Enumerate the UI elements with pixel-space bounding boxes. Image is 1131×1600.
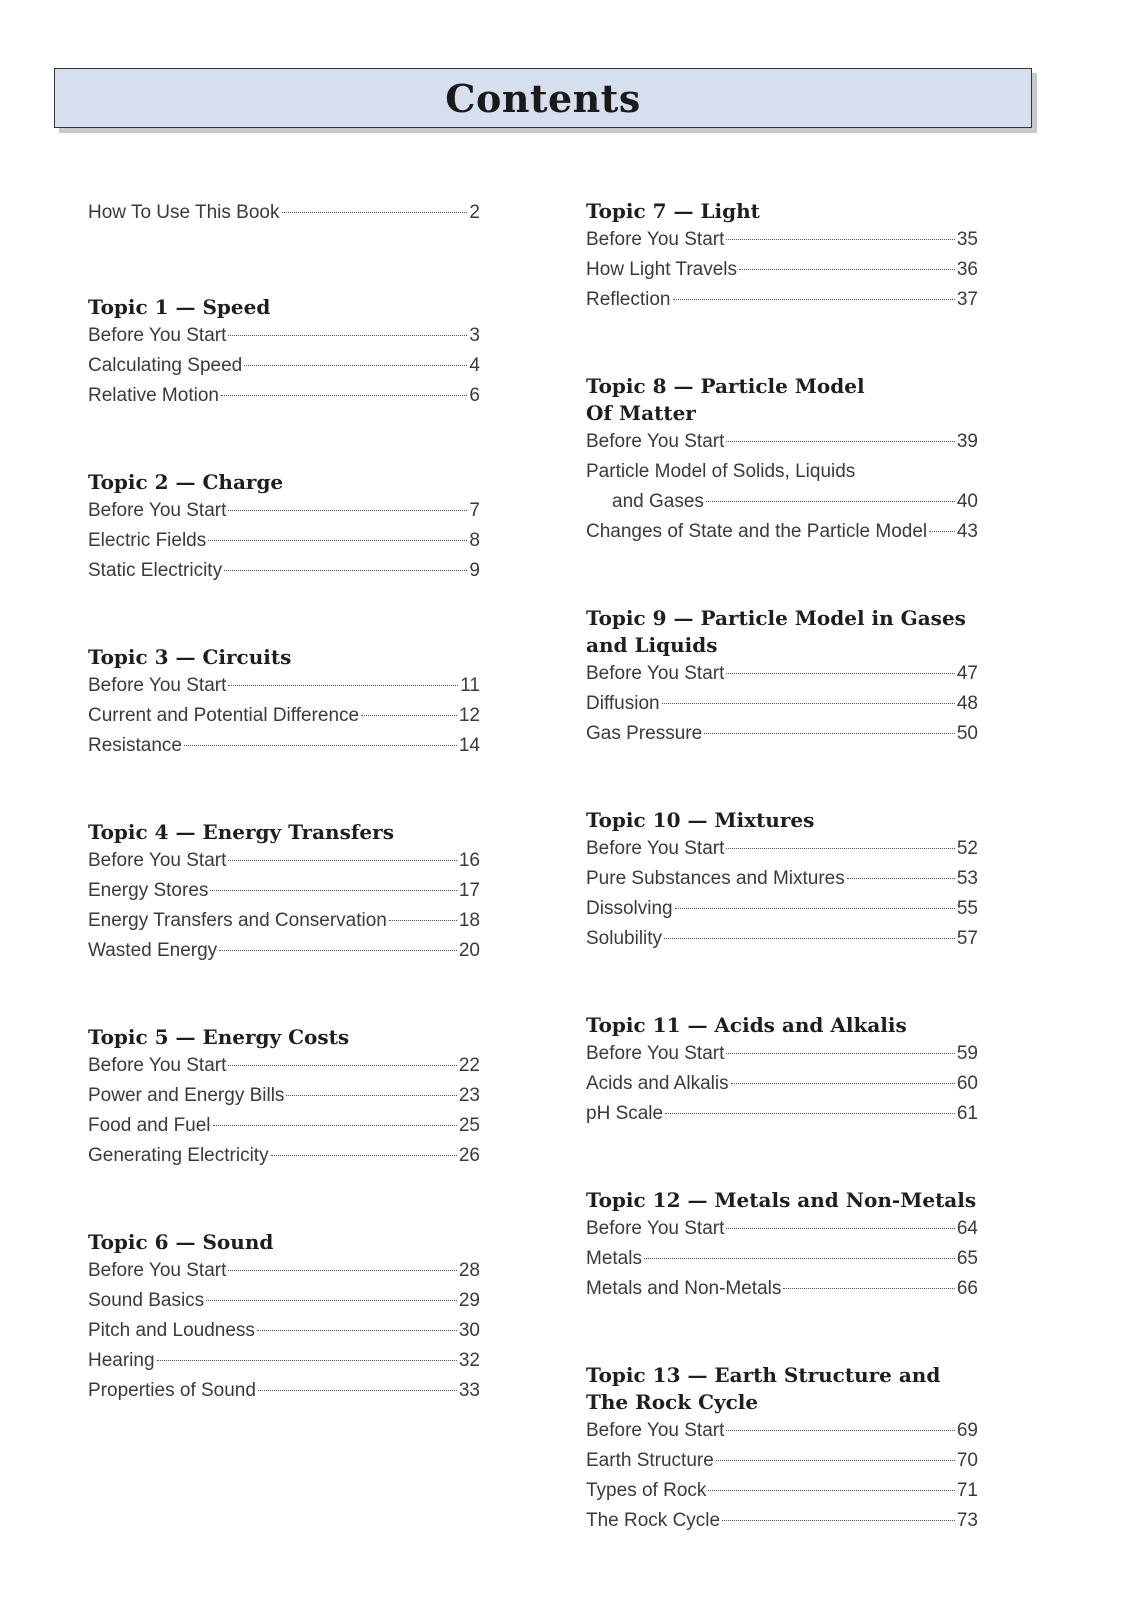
- entry-label: Energy Transfers and Conservation: [88, 910, 387, 931]
- leader-dots: [847, 878, 955, 879]
- entry-label: Electric Fields: [88, 530, 207, 551]
- leader-dots: [644, 1258, 955, 1259]
- entry-page: 4: [469, 355, 480, 376]
- topic-section: [88, 1024, 480, 1171]
- entry-page: 47: [956, 663, 978, 684]
- entry-label: Static Electricity: [88, 560, 223, 581]
- toc-entry[interactable]: [88, 701, 480, 731]
- entry-label: Before You Start: [88, 1055, 227, 1076]
- toc-entry[interactable]: [586, 1274, 978, 1304]
- toc-entry[interactable]: [88, 906, 480, 936]
- leader-dots: [221, 395, 467, 396]
- topic-section: [586, 605, 978, 749]
- page-title: Contents: [445, 75, 641, 121]
- toc-entry[interactable]: [88, 1051, 480, 1081]
- topic-heading: Topic 10 — Mixtures: [586, 808, 815, 832]
- toc-entry[interactable]: [88, 1141, 480, 1171]
- entry-page: 9: [469, 560, 480, 581]
- leader-dots: [257, 1330, 457, 1331]
- topic-section: [586, 807, 978, 954]
- entry-label: Wasted Energy: [88, 940, 218, 961]
- entry-page: 60: [956, 1073, 978, 1094]
- leader-dots: [228, 335, 467, 336]
- entry-page: 73: [956, 1510, 978, 1531]
- leader-dots: [228, 510, 467, 511]
- right-column: [586, 198, 978, 1594]
- toc-entry[interactable]: [586, 1214, 978, 1244]
- entry-page: 14: [458, 735, 480, 756]
- leader-dots: [271, 1155, 457, 1156]
- toc-entry[interactable]: [586, 1244, 978, 1274]
- entry-label: Diffusion: [586, 693, 660, 714]
- entry-page: 59: [956, 1043, 978, 1064]
- entry-page: 3: [469, 325, 480, 346]
- toc-entry[interactable]: [586, 659, 978, 689]
- leader-dots: [282, 212, 468, 213]
- toc-entry[interactable]: [586, 255, 978, 285]
- leader-dots: [206, 1300, 457, 1301]
- toc-entry[interactable]: [586, 1069, 978, 1099]
- leader-dots: [244, 365, 467, 366]
- leader-dots: [726, 848, 954, 849]
- entry-label-continued: and Gases: [612, 491, 704, 512]
- entry-page: 35: [956, 229, 978, 250]
- entry-label: Pure Substances and Mixtures: [586, 868, 845, 889]
- entry-label: Properties of Sound: [88, 1380, 256, 1401]
- leader-dots: [184, 745, 457, 746]
- leader-dots: [664, 938, 955, 939]
- topic-section: [88, 644, 480, 761]
- toc-entry[interactable]: [88, 1376, 480, 1406]
- topic-heading-continued: Of Matter: [586, 401, 696, 425]
- entry-page: 6: [469, 385, 480, 406]
- entry-label: Reflection: [586, 289, 671, 310]
- leader-dots: [213, 1125, 457, 1126]
- entry-page: 17: [458, 880, 480, 901]
- topic-section: [586, 373, 978, 547]
- entry-label: Before You Start: [586, 1218, 725, 1239]
- entry-page: 50: [956, 723, 978, 744]
- entry-label: Before You Start: [586, 229, 725, 250]
- entry-label: Before You Start: [88, 325, 227, 346]
- topic-heading: Topic 7 — Light: [586, 199, 760, 223]
- entry-page: 26: [458, 1145, 480, 1166]
- toc-entry[interactable]: [586, 834, 978, 864]
- topic-heading: Topic 9 — Particle Model in Gases: [586, 606, 966, 630]
- entry-label: Before You Start: [88, 1260, 227, 1281]
- entry-page: 18: [458, 910, 480, 931]
- entry-label: Types of Rock: [586, 1480, 707, 1501]
- entry-page: 7: [469, 500, 480, 521]
- leader-dots: [210, 890, 456, 891]
- entry-page: 29: [458, 1290, 480, 1311]
- entry-label: The Rock Cycle: [586, 1510, 721, 1531]
- topic-heading-continued: and Liquids: [586, 633, 718, 657]
- topic-heading: Topic 11 — Acids and Alkalis: [586, 1013, 907, 1037]
- entry-page: 33: [458, 1380, 480, 1401]
- toc-entry[interactable]: [88, 846, 480, 876]
- toc-entry[interactable]: [586, 894, 978, 924]
- toc-entry[interactable]: [88, 1346, 480, 1376]
- leader-dots: [228, 860, 456, 861]
- topic-heading: Topic 12 — Metals and Non-Metals: [586, 1188, 977, 1212]
- toc-entry[interactable]: [88, 1111, 480, 1141]
- entry-label: Solubility: [586, 928, 663, 949]
- leader-dots: [208, 540, 467, 541]
- toc-entry[interactable]: [586, 1476, 978, 1506]
- leader-dots: [726, 1053, 954, 1054]
- leader-dots: [731, 1083, 955, 1084]
- entry-label: Before You Start: [586, 431, 725, 452]
- entry-label: Gas Pressure: [586, 723, 703, 744]
- entry-page: 55: [956, 898, 978, 919]
- entry-label: Hearing: [88, 1350, 155, 1371]
- entry-label: Before You Start: [88, 675, 227, 696]
- toc-entry[interactable]: [88, 1256, 480, 1286]
- topic-heading: Topic 3 — Circuits: [88, 645, 292, 669]
- toc-entry[interactable]: [586, 719, 978, 749]
- entry-label: Pitch and Loudness: [88, 1320, 255, 1341]
- entry-label: Energy Stores: [88, 880, 209, 901]
- entry-page: 30: [458, 1320, 480, 1341]
- entry-page: 66: [956, 1278, 978, 1299]
- entry-label: Resistance: [88, 735, 182, 756]
- toc-entry[interactable]: [88, 381, 480, 411]
- entry-page: 16: [458, 850, 480, 871]
- leader-dots: [219, 950, 457, 951]
- topic-section: [586, 1012, 978, 1129]
- entry-page: 11: [460, 675, 480, 696]
- toc-entry[interactable]: [586, 1099, 978, 1129]
- leader-dots: [726, 673, 954, 674]
- entry-page: 65: [956, 1248, 978, 1269]
- leader-dots: [662, 703, 955, 704]
- toc-entry[interactable]: [88, 351, 480, 381]
- topic-heading: Topic 8 — Particle Model: [586, 374, 865, 398]
- entry-page: 37: [956, 289, 978, 310]
- entry-label: Current and Potential Difference: [88, 705, 360, 726]
- entry-page: 32: [458, 1350, 480, 1371]
- toc-entry[interactable]: [586, 924, 978, 954]
- contents-title-banner: [54, 68, 1032, 128]
- leader-dots: [739, 269, 955, 270]
- leader-dots: [228, 1270, 456, 1271]
- toc-entry[interactable]: [88, 936, 480, 966]
- entry-label: Particle Model of Solids, Liquids: [586, 461, 856, 482]
- entry-page: 64: [956, 1218, 978, 1239]
- topic-heading: Topic 13 — Earth Structure and: [586, 1363, 941, 1387]
- entry-page: 61: [956, 1103, 978, 1124]
- topic-heading: Topic 6 — Sound: [88, 1230, 274, 1254]
- entry-page: 23: [458, 1085, 480, 1106]
- entry-page: 22: [458, 1055, 480, 1076]
- entry-page: 25: [458, 1115, 480, 1136]
- entry-label: Calculating Speed: [88, 355, 243, 376]
- entry-label: Before You Start: [586, 838, 725, 859]
- entry-page: 43: [956, 521, 978, 542]
- entry-label: Metals and Non-Metals: [586, 1278, 782, 1299]
- toc-entry[interactable]: [88, 731, 480, 761]
- leader-dots: [665, 1113, 955, 1114]
- toc-entry-continued[interactable]: [586, 487, 978, 517]
- leader-dots: [228, 1065, 456, 1066]
- topic-section: [88, 1229, 480, 1406]
- leader-dots: [726, 1228, 954, 1229]
- topic-heading: Topic 1 — Speed: [88, 295, 271, 319]
- topic-section: [88, 819, 480, 966]
- topic-heading-continued: The Rock Cycle: [586, 1390, 759, 1414]
- toc-entry[interactable]: [586, 1039, 978, 1069]
- topic-heading: Topic 2 — Charge: [88, 470, 284, 494]
- intro-section: [88, 198, 480, 228]
- leader-dots: [929, 531, 955, 532]
- toc-entry[interactable]: [88, 321, 480, 351]
- entry-page: 70: [956, 1450, 978, 1471]
- left-column: [88, 198, 480, 1464]
- leader-dots: [286, 1095, 456, 1096]
- leader-dots: [726, 1430, 954, 1431]
- toc-entry[interactable]: [586, 457, 978, 487]
- entry-page: 36: [956, 259, 978, 280]
- entry-label: pH Scale: [586, 1103, 664, 1124]
- leader-dots: [228, 685, 458, 686]
- toc-entry-how-to-use[interactable]: [88, 198, 480, 228]
- entry-label: Before You Start: [586, 1043, 725, 1064]
- leader-dots: [722, 1520, 955, 1521]
- toc-entry[interactable]: [586, 517, 978, 547]
- leader-dots: [726, 441, 954, 442]
- toc-entry[interactable]: [586, 1446, 978, 1476]
- toc-entry[interactable]: [586, 427, 978, 457]
- leader-dots: [389, 920, 457, 921]
- entry-page: 2: [469, 202, 480, 223]
- entry-page: 48: [956, 693, 978, 714]
- topic-section: [586, 198, 978, 315]
- topic-heading: Topic 5 — Energy Costs: [88, 1025, 350, 1049]
- toc-entry[interactable]: [88, 1081, 480, 1111]
- entry-page: 28: [458, 1260, 480, 1281]
- leader-dots: [361, 715, 457, 716]
- entry-label: Before You Start: [586, 1420, 725, 1441]
- topic-section: [88, 469, 480, 586]
- toc-entry[interactable]: [586, 285, 978, 315]
- entry-page: 52: [956, 838, 978, 859]
- toc-entry[interactable]: [88, 671, 480, 701]
- topic-heading: Topic 4 — Energy Transfers: [88, 820, 394, 844]
- entry-page: 12: [458, 705, 480, 726]
- entry-page: 40: [956, 491, 978, 512]
- toc-entry[interactable]: [88, 496, 480, 526]
- toc-entry[interactable]: [586, 864, 978, 894]
- entry-page: 53: [956, 868, 978, 889]
- leader-dots: [673, 299, 955, 300]
- entry-page: 8: [469, 530, 480, 551]
- leader-dots: [706, 501, 955, 502]
- entry-label: Acids and Alkalis: [586, 1073, 729, 1094]
- entry-label: Power and Energy Bills: [88, 1085, 285, 1106]
- entry-page: 20: [458, 940, 480, 961]
- left-topic-list: [88, 294, 480, 1406]
- toc-entry[interactable]: [88, 556, 480, 586]
- entry-label: Metals: [586, 1248, 642, 1269]
- leader-dots: [258, 1390, 457, 1391]
- leader-dots: [675, 908, 955, 909]
- entry-label: How To Use This Book: [88, 202, 280, 223]
- entry-label: Sound Basics: [88, 1290, 205, 1311]
- entry-page: 71: [956, 1480, 978, 1501]
- leader-dots: [157, 1360, 457, 1361]
- toc-entry[interactable]: [88, 1286, 480, 1316]
- leader-dots: [716, 1460, 955, 1461]
- entry-page: 57: [956, 928, 978, 949]
- toc-entry[interactable]: [586, 225, 978, 255]
- entry-label: Before You Start: [88, 850, 227, 871]
- entry-label: Generating Electricity: [88, 1145, 269, 1166]
- leader-dots: [708, 1490, 954, 1491]
- entry-label: Earth Structure: [586, 1450, 714, 1471]
- toc-entry[interactable]: [88, 526, 480, 556]
- entry-label: Dissolving: [586, 898, 673, 919]
- leader-dots: [704, 733, 955, 734]
- toc-entry[interactable]: [586, 1506, 978, 1536]
- entry-page: 39: [956, 431, 978, 452]
- entry-label: Relative Motion: [88, 385, 219, 406]
- entry-page: 69: [956, 1420, 978, 1441]
- topic-section: [586, 1187, 978, 1304]
- entry-label: Changes of State and the Particle Model: [586, 521, 928, 542]
- leader-dots: [224, 570, 467, 571]
- entry-label: How Light Travels: [586, 259, 738, 280]
- right-topic-list: [586, 198, 978, 1536]
- toc-entry[interactable]: [586, 1416, 978, 1446]
- entry-label: Before You Start: [586, 663, 725, 684]
- toc-entry[interactable]: [88, 1316, 480, 1346]
- toc-entry[interactable]: [88, 876, 480, 906]
- leader-dots: [726, 239, 954, 240]
- topic-section: [88, 294, 480, 411]
- entry-label: Before You Start: [88, 500, 227, 521]
- entry-label: Food and Fuel: [88, 1115, 211, 1136]
- leader-dots: [783, 1288, 954, 1289]
- topic-section: [586, 1362, 978, 1536]
- toc-entry[interactable]: [586, 689, 978, 719]
